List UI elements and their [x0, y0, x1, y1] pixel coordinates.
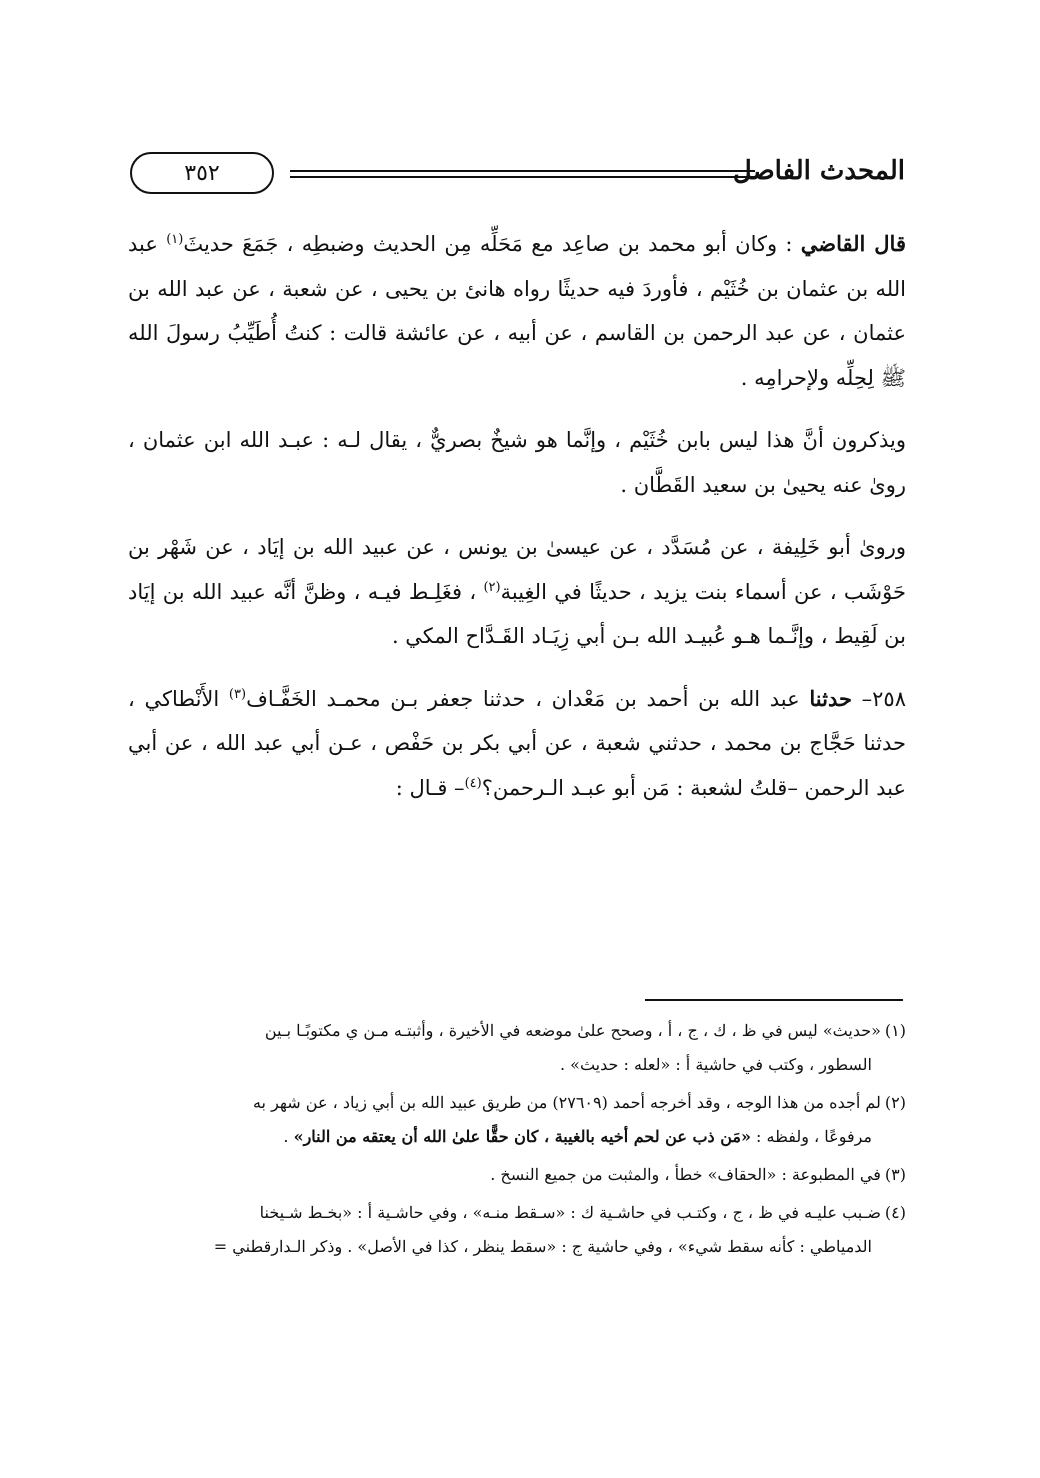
footnote-text: لم أجده من هذا الوجه ، وقد أخرجه أحمد (٢٧٦٠٩) من طريق عبيد الله بن أبي زياد ، عن شهر به — [252, 1093, 881, 1112]
hadith-258 — [128, 677, 906, 811]
paragraph-lead: قال القاضي — [800, 231, 906, 256]
main-text — [128, 222, 906, 828]
footnote-text: الدمياطي : كأنه سقط شيء» ، وفي حاشية ج : «سقط ينظر ، كذا في الأصل» . وذكر الـدارقطني = — [213, 1237, 872, 1256]
footnote-text: . — [283, 1127, 294, 1146]
header-rule-bottom — [290, 176, 755, 178]
footnote-text: «حديث» ليس في ظ ، ك ، ج ، أ ، وصحح علىٰ موضعه في الأخيرة ، وأثبتـه مـن ي مكتوبًـا بـين — [264, 1021, 881, 1040]
paragraph-text: ، فغَلِـط فيـه ، وظنَّ أنَّه عبيد الله بن إيَاد بن لَقِيط ، وإنَّـما هـو عُبيـد الله بـن أبي زِيَـاد القَـدَّاح المكي . — [128, 579, 906, 648]
footnote-ref-4[interactable]: (٤) — [464, 775, 482, 791]
paragraph-text: الأَنْطاكي ، حدثنا حَجَّاج بن محمد ، حدثني شعبة ، عن أبي بكر بن حَفْص ، عـن أبي عبد الله ، عن أبي عبد الرحمن –قلتُ لشعبة : مَن أبو عبـد الـرحمن؟ — [128, 686, 906, 800]
footnote-number: (٤) — [884, 1203, 906, 1222]
footnote-2 — [128, 1086, 906, 1154]
paragraph-qadi — [128, 222, 906, 400]
page-number: ٣٥٢ — [130, 152, 274, 194]
hadith-dash: – — [851, 686, 873, 711]
footnote-number: (٢) — [884, 1093, 906, 1112]
book-title: المحدث الفاصل — [732, 156, 905, 186]
paragraph-text: ويذكرون أنَّ هذا ليس بابن خُثَيْم ، وإنَّما هو شيخٌ بصريٌّ ، يقال لـه : عبـد الله ابن عثمان ، روىٰ عنه يحيىٰ بن سعيد القَطَّان . — [128, 428, 906, 497]
footnote-separator — [645, 999, 903, 1001]
footnote-1 — [128, 1014, 906, 1082]
footnote-text: في المطبوعة : «الحقاف» خطأ ، والمثبت من جميع النسخ . — [490, 1165, 881, 1184]
paragraph-text: : وكان أبو محمد بن صاعِد مع مَحَلِّه مِن الحديث وضبطِه ، جَمَعَ حديثَ — [183, 232, 801, 256]
page-header — [130, 150, 905, 200]
footnote-number: (١) — [884, 1021, 906, 1040]
footnote-quote: «مَن ذب عن لحم أخيه بالغيبة ، كان حقًّا علىٰ الله أن يعتقه من النار» — [293, 1127, 751, 1146]
footnote-ref-1[interactable]: (١) — [166, 232, 184, 247]
paragraph-text: عبد الله بن أحمد بن مَعْدان ، حدثنا جعفر بـن محمـد الخَفَّـاف — [246, 686, 810, 711]
paragraph-ibn-khuthaym — [128, 418, 906, 507]
header-rule-top — [290, 170, 755, 172]
footnote-ref-2[interactable]: (٢) — [483, 579, 501, 595]
footnote-text: السطور ، وكتب في حاشية أ : «لعله : حديث» . — [560, 1055, 872, 1074]
paragraph-abu-khalifa — [128, 525, 906, 659]
footnote-ref-3[interactable]: (٣) — [228, 686, 247, 702]
footnotes — [128, 1014, 906, 1268]
paragraph-text: وروىٰ أبو خَلِيفة ، عن مُسَدَّد ، عن عيسىٰ بن يونس ، عن عبيد الله بن إيَاد ، عن شَهْر بن حَوْشَب ، عن أسماء بنت يزيد ، حديثًا في الغِيبة — [128, 535, 906, 604]
footnote-3 — [128, 1158, 906, 1192]
footnote-number: (٣) — [884, 1165, 906, 1184]
footnote-continuation — [128, 1120, 906, 1154]
footnote-4 — [128, 1196, 906, 1264]
paragraph-text: – قـال : — [395, 775, 465, 800]
hadith-number: ٢٥٨ — [872, 686, 906, 711]
paragraph-text: عبد الله بن عثمان بن خُثَيْم ، فأوردَ فيه حديثًا رواه هانئ بن يحيى ، عن شعبة ، عن عبد الله بن عثمان ، عن عبد الرحمن بن القاسم ، عن أبيه ، عن عائشة قالت : كنتُ أُطَيِّبُ رسولَ الله ﷺ لِحِلِّه ولإحرامِه . — [128, 232, 906, 390]
hadith-lead: حدثنا — [809, 685, 852, 711]
footnote-text: مرفوعًا ، ولفظه : — [750, 1127, 872, 1146]
footnote-text: ضـبب عليـه في ظ ، ج ، وكتـب في حاشـية ك : «سـقط منـه» ، وفي حاشـية أ : «بخـط شـيخنا — [259, 1203, 881, 1222]
